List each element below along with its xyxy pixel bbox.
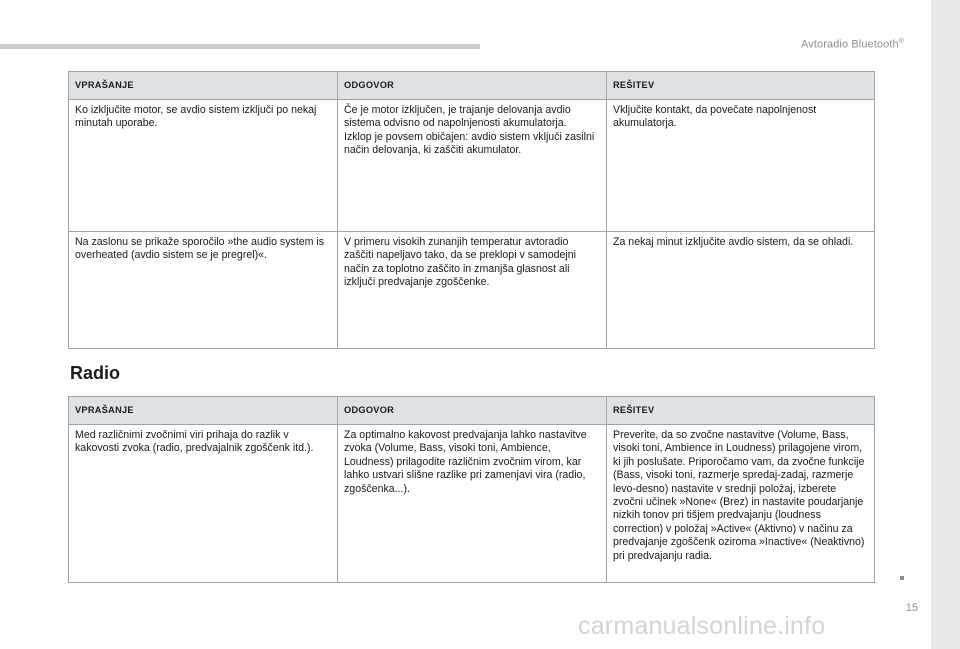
cell-question: Med različnimi zvočnimi viri prihaja do razlik v kakovosti zvoka (radio, predvajalnik zgoščenk itd.). [69, 425, 338, 583]
cell-question: Ko izključite motor, se avdio sistem izključi po nekaj minutah uporabe. [69, 100, 338, 232]
table-row [69, 425, 875, 583]
column-header-answer: ODGOVOR [338, 72, 607, 100]
cell-answer: Za optimalno kakovost predvajanja lahko nastavitve zvoka (Volume, Bass, visoki toni, Ambience, Loudness) prilagodite različnim zvočnim virom, kar lahko ustvari slišne razlike pri zamenjavi vira (radio, zgoščenka...). [338, 425, 607, 583]
column-header-question: VPRAŠANJE [69, 397, 338, 425]
table-row [69, 100, 875, 232]
cell-answer: V primeru visokih zunanjih temperatur avtoradio zaščiti napeljavo tako, da se preklopi v samodejni način za toplotno zaščito in zmanjša glasnost ali izključi predvajanje zgoščenke. [338, 232, 607, 349]
table-row [69, 232, 875, 349]
table-header-row [69, 72, 875, 100]
page-marker [900, 576, 904, 580]
cell-solution: Za nekaj minut izključite avdio sistem, da se ohladi. [607, 232, 875, 349]
page-edge-strip [931, 0, 960, 649]
cell-question: Na zaslonu se prikaže sporočilo »the audio system is overheated (avdio sistem se je pregrel)«. [69, 232, 338, 349]
column-header-question: VPRAŠANJE [69, 72, 338, 100]
column-header-solution: REŠITEV [607, 397, 875, 425]
troubleshooting-table-audio [68, 71, 875, 349]
page-header-title [801, 38, 904, 51]
cell-answer: Če je motor izključen, je trajanje delovanja avdio sistema odvisno od napolnjenosti akumulatorja. Izklop je povsem običajen: avdio sistem vključi zasilni način delovanja, ki zaščiti akumulator. [338, 100, 607, 232]
header-rule [0, 44, 480, 49]
column-header-answer: ODGOVOR [338, 397, 607, 425]
watermark: carmanualsonline.info [578, 612, 826, 640]
column-header-solution: REŠITEV [607, 72, 875, 100]
section-title-radio: Radio [70, 363, 121, 383]
page-number: 15 [905, 602, 918, 614]
cell-solution: Preverite, da so zvočne nastavitve (Volume, Bass, visoki toni, Ambience in Loudness) prilagojene virom, ki jih poslušate. Priporočamo vam, da zvočne funkcije (Bass, visoki toni, razmerje spredaj-zadaj, razmerje levo-desno) nastavite v srednji položaj, izberete zvočni učinek »None« (Brez) in nastavite poudarjanje nizkih tonov pri tišjem predvajanju (loudness correction) v položaj »Active« (Aktivno) v načinu za predvajanje zgoščenk oziroma »Inactive« (Neaktivno) pri predvajanju radia. [607, 425, 875, 583]
registered-mark: ® [898, 38, 904, 45]
cell-solution: Vključite kontakt, da povečate napolnjenost akumulatorja. [607, 100, 875, 232]
troubleshooting-table-radio [68, 396, 875, 583]
header-title-text: Avtoradio Bluetooth [801, 38, 899, 51]
table-header-row [69, 397, 875, 425]
